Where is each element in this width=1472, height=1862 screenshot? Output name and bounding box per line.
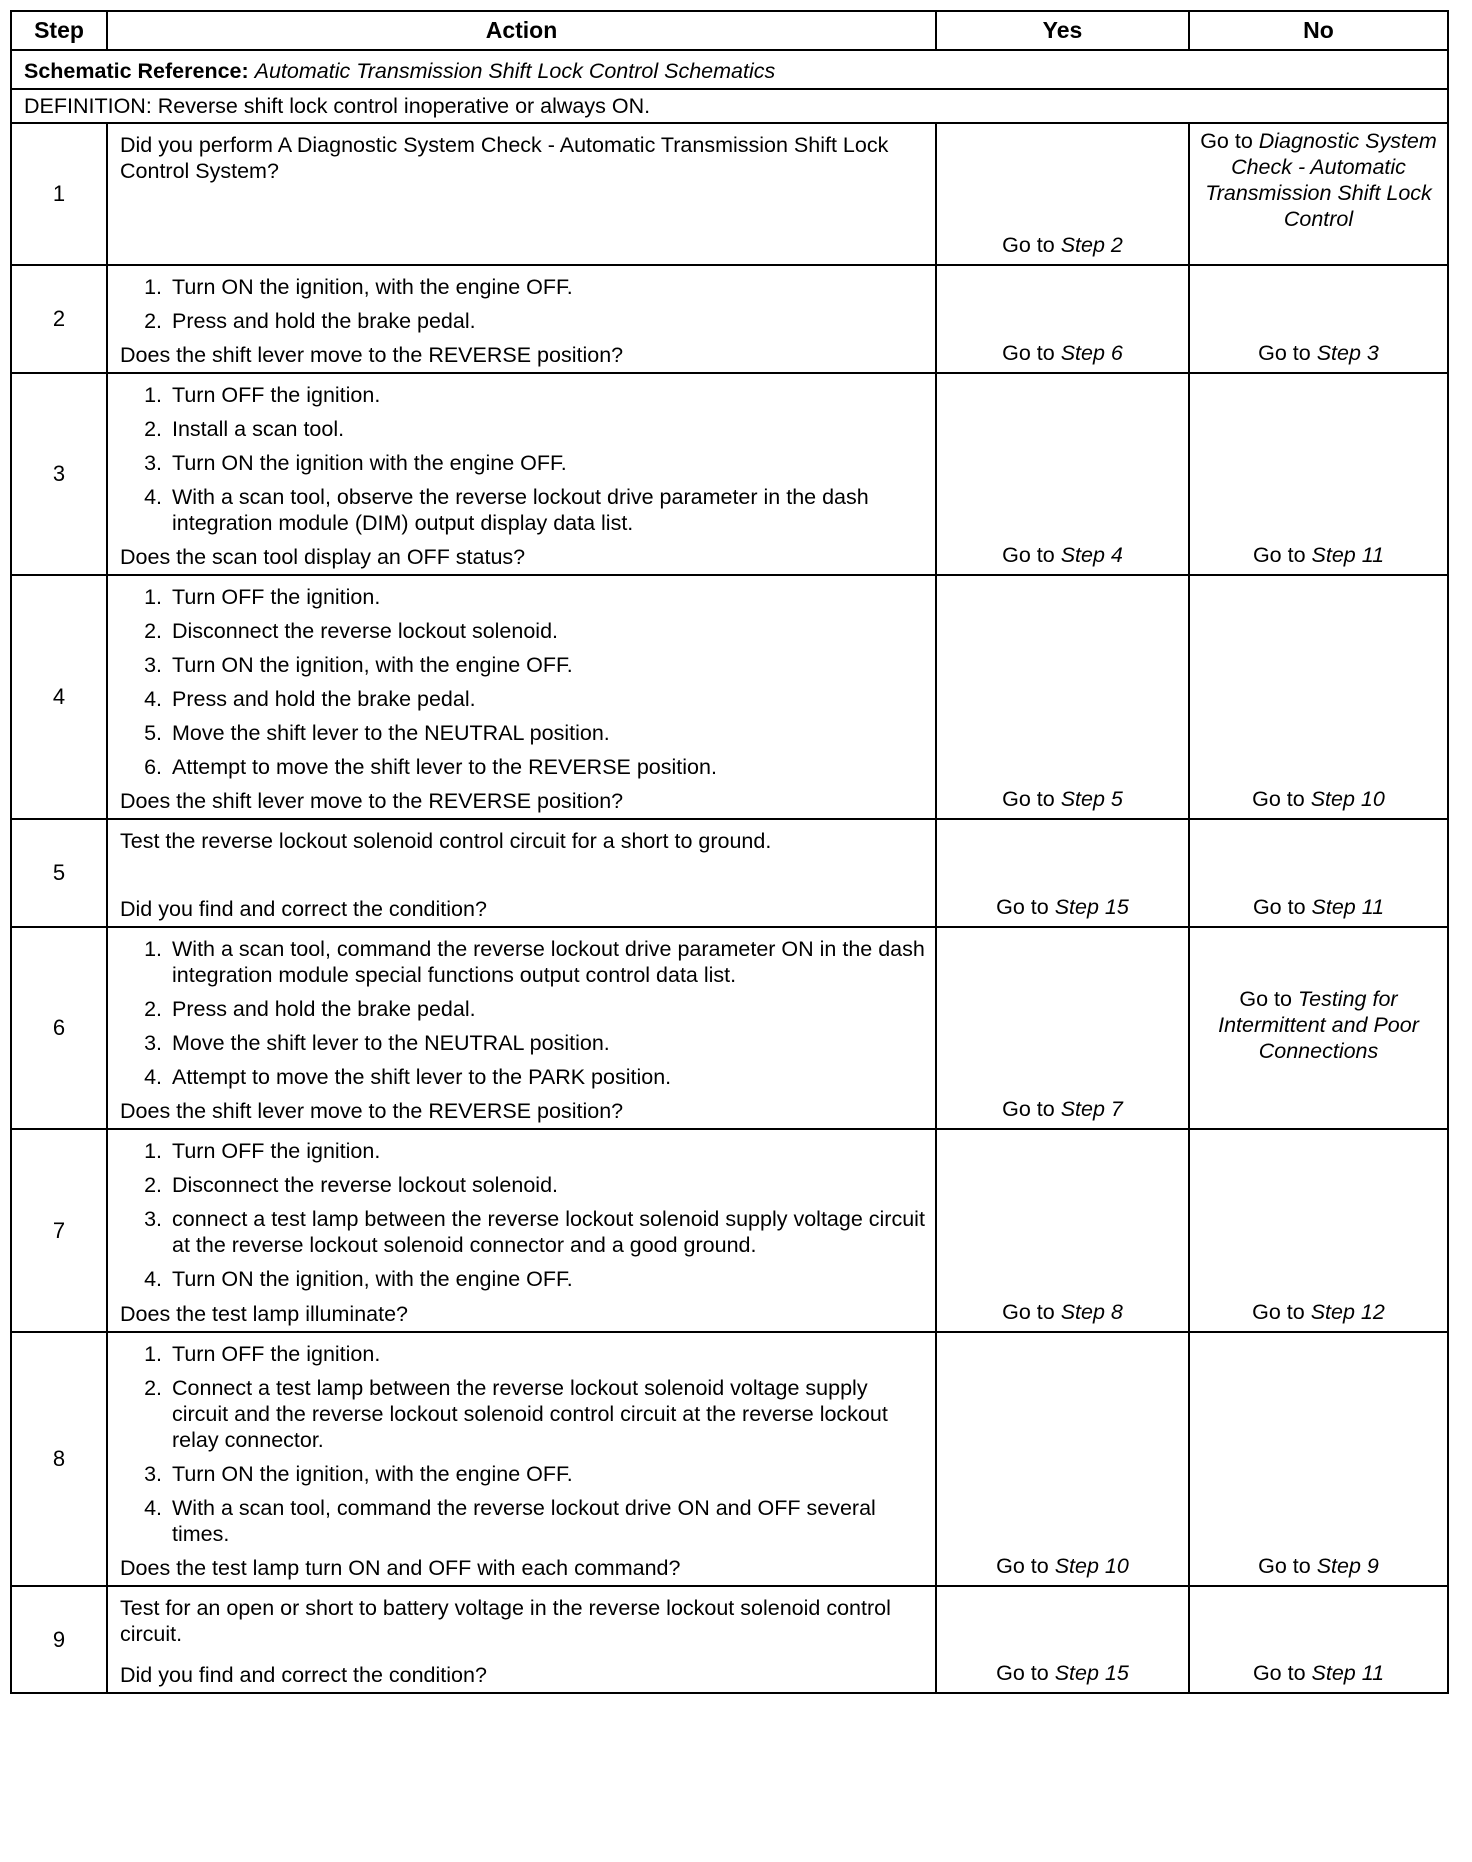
action-step-item [120,584,927,610]
action-cell [107,819,936,927]
action-step-item [120,1030,927,1056]
no-target [1196,786,1441,812]
action-cell [107,1586,936,1693]
action-question: Did you find and correct the condition? [120,897,487,921]
no-prefix: Go to [1252,1661,1312,1685]
no-link: Step 10 [1310,787,1385,811]
action-step-item [120,618,927,644]
no-target [1196,340,1441,366]
action-step-number: 4. [144,1267,162,1291]
header-yes: Yes [936,11,1189,50]
yes-prefix: Go to [1002,1097,1061,1121]
action-step-number: 6. [144,755,162,779]
action-content [120,1591,927,1688]
action-step-item [120,274,927,300]
no-target [1196,1553,1441,1579]
action-step-number: 3. [144,653,162,677]
action-step-item [120,1461,927,1487]
no-link: Step 9 [1316,1554,1379,1578]
no-link: Step 11 [1311,895,1385,919]
action-cell [107,1129,936,1332]
action-step-number: 5. [144,721,162,745]
yes-link: Step 6 [1060,341,1123,365]
action-step-text: Turn ON the ignition, with the engine OFF. [172,653,573,677]
action-step-number: 1. [144,585,162,609]
action-step-item [120,416,927,442]
action-steps-list [120,1134,927,1300]
action-step-item [120,484,927,536]
action-question: Does the shift lever move to the REVERSE position? [120,343,624,367]
yes-cell [936,1586,1189,1693]
action-step-item [120,652,927,678]
action-question: Does the shift lever move to the REVERSE position? [120,1099,624,1123]
action-cell [107,575,936,819]
yes-prefix: Go to [1002,787,1061,811]
yes-link: Step 7 [1060,1097,1123,1121]
yes-cell [936,1332,1189,1586]
yes-prefix: Go to [996,895,1055,919]
yes-cell [936,819,1189,927]
action-text: Test for an open or short to battery voltage in the reverse lockout solenoid control circuit. [120,1596,891,1646]
no-cell [1189,1586,1448,1693]
step-row-8 [11,1332,1448,1586]
step-number: 6 [11,927,107,1129]
step-row-7 [11,1129,1448,1332]
spacer [120,1647,927,1662]
action-step-number: 2. [144,1376,162,1400]
action-step-item [120,1375,927,1453]
step-number: 9 [11,1586,107,1693]
action-step-text: Move the shift lever to the NEUTRAL position. [172,1031,610,1055]
action-step-number: 4. [144,1065,162,1089]
yes-cell [936,1129,1189,1332]
action-content [120,128,927,260]
action-step-item [120,754,927,780]
no-target [1196,1299,1441,1325]
action-step-item [120,1495,927,1547]
action-step-text: With a scan tool, observe the reverse lockout drive parameter in the dash integration module (DIM) output display data list. [172,485,869,535]
action-step-number: 2. [144,997,162,1021]
no-cell [1189,373,1448,575]
spacer [120,854,927,896]
action-step-text: Press and hold the brake pedal. [172,309,476,333]
action-step-text: Disconnect the reverse lockout solenoid. [172,1173,559,1197]
action-step-number: 4. [144,485,162,509]
action-step-text: Move the shift lever to the NEUTRAL position. [172,721,610,745]
yes-cell [936,265,1189,373]
action-step-item [120,996,927,1022]
reference-label: Schematic Reference: [24,59,249,83]
action-step-text: Turn ON the ignition, with the engine OFF. [172,1462,573,1486]
step-number: 3 [11,373,107,575]
step-number: 8 [11,1332,107,1586]
action-step-item [120,1206,927,1258]
action-step-number: 1. [144,937,162,961]
no-link: Step 11 [1311,1661,1385,1685]
no-cell [1189,819,1448,927]
action-step-number: 3. [144,1207,162,1231]
action-steps-list [120,270,927,342]
action-step-number: 3. [144,451,162,475]
action-step-item [120,1172,927,1198]
action-step-number: 3. [144,1462,162,1486]
no-cell [1189,1332,1448,1586]
no-cell [1189,927,1448,1129]
action-step-text: Turn ON the ignition with the engine OFF. [172,451,567,475]
yes-link: Step 8 [1060,1300,1123,1324]
action-step-number: 2. [144,309,162,333]
yes-link: Step 2 [1060,233,1123,257]
action-step-text: With a scan tool, command the reverse lockout drive ON and OFF several times. [172,1496,876,1546]
action-content [120,1134,927,1327]
header-row [11,11,1448,50]
action-content [120,270,927,368]
action-content [120,932,927,1124]
action-steps-list [120,1337,927,1555]
step-row-5 [11,819,1448,927]
action-step-text: Turn ON the ignition, with the engine OFF. [172,275,573,299]
action-steps-list [120,378,927,544]
action-steps-list [120,580,927,788]
yes-cell [936,927,1189,1129]
no-target [1196,128,1441,232]
action-question: Does the test lamp turn ON and OFF with each command? [120,1556,681,1580]
no-prefix: Go to [1258,341,1317,365]
action-step-text: Turn OFF the ignition. [172,1139,381,1163]
action-step-text: Turn OFF the ignition. [172,1342,381,1366]
step-rows [11,123,1448,1693]
action-step-number: 1. [144,1342,162,1366]
reference-row [11,50,1448,89]
yes-prefix: Go to [996,1554,1055,1578]
action-step-number: 3. [144,1031,162,1055]
step-row-2 [11,265,1448,373]
no-prefix: Go to [1252,543,1312,567]
yes-link: Step 10 [1054,1554,1129,1578]
step-number: 2 [11,265,107,373]
no-prefix: Go to [1258,1554,1317,1578]
no-cell [1189,575,1448,819]
action-step-number: 4. [144,1496,162,1520]
action-step-text: Turn ON the ignition, with the engine OFF. [172,1267,573,1291]
action-step-text: Attempt to move the shift lever to the PARK position. [172,1065,672,1089]
no-link: Step 11 [1311,543,1385,567]
action-question: Did you find and correct the condition? [120,1663,487,1687]
action-step-number: 2. [144,417,162,441]
step-row-9 [11,1586,1448,1693]
step-number: 1 [11,123,107,265]
step-row-3 [11,373,1448,575]
no-prefix: Go to [1252,1300,1311,1324]
no-prefix: Go to [1252,895,1312,919]
action-question: Does the test lamp illuminate? [120,1302,409,1326]
action-cell [107,265,936,373]
action-step-item [120,382,927,408]
no-prefix: Go to [1239,987,1298,1011]
no-target [1196,542,1441,568]
action-step-number: 1. [144,275,162,299]
action-step-item [120,686,927,712]
no-link: Diagnostic System Check - Automatic Transmission Shift Lock Control [1205,129,1437,231]
no-prefix: Go to [1252,787,1311,811]
yes-cell [936,575,1189,819]
action-step-item [120,1138,927,1164]
action-step-item [120,936,927,988]
no-target [1196,1660,1441,1686]
action-step-item [120,450,927,476]
no-link: Step 12 [1310,1300,1385,1324]
action-step-number: 2. [144,1173,162,1197]
action-content [120,580,927,814]
action-step-text: Attempt to move the shift lever to the REVERSE position. [172,755,717,779]
action-content [120,378,927,570]
action-step-text: connect a test lamp between the reverse lockout solenoid supply voltage circuit at the reverse lockout solenoid connector and a good ground. [172,1207,925,1257]
step-row-6 [11,927,1448,1129]
yes-link: Step 15 [1054,895,1129,919]
action-text: Did you perform A Diagnostic System Check - Automatic Transmission Shift Lock Control System? [120,133,889,183]
no-cell [1189,1129,1448,1332]
action-content [120,824,927,922]
action-step-text: Press and hold the brake pedal. [172,997,476,1021]
action-step-number: 2. [144,619,162,643]
action-step-item [120,1266,927,1292]
no-target [1196,986,1441,1064]
yes-prefix: Go to [1002,543,1061,567]
action-steps-list [120,932,927,1098]
action-cell [107,927,936,1129]
no-target [1196,894,1441,920]
action-cell [107,373,936,575]
yes-cell [936,123,1189,265]
yes-prefix: Go to [1002,1300,1061,1324]
no-prefix: Go to [1200,129,1259,153]
reference-value: Automatic Transmission Shift Lock Control Schematics [254,59,776,83]
definition-text: DEFINITION: Reverse shift lock control inoperative or always ON. [11,89,1448,123]
action-step-text: Connect a test lamp between the reverse lockout solenoid voltage supply circuit and the reverse lockout solenoid control circuit at the reverse lockout relay connector. [172,1376,888,1452]
action-step-text: Disconnect the reverse lockout solenoid. [172,619,559,643]
action-step-item [120,1064,927,1090]
header-step: Step [11,11,107,50]
yes-cell [936,373,1189,575]
step-number: 7 [11,1129,107,1332]
action-step-number: 1. [144,383,162,407]
definition-row [11,89,1448,123]
action-step-text: With a scan tool, command the reverse lockout drive parameter ON in the dash integration module special functions output control data list. [172,937,925,987]
diagnostic-procedure-document [10,10,1447,1694]
yes-link: Step 4 [1060,543,1123,567]
action-step-text: Turn OFF the ignition. [172,383,381,407]
header-no: No [1189,11,1448,50]
step-row-4 [11,575,1448,819]
action-cell [107,1332,936,1586]
yes-prefix: Go to [1002,341,1061,365]
step-number: 4 [11,575,107,819]
no-cell [1189,265,1448,373]
action-question: Does the scan tool display an OFF status? [120,545,526,569]
yes-link: Step 5 [1060,787,1123,811]
schematic-reference [11,50,1448,89]
action-step-item [120,1341,927,1367]
action-step-text: Press and hold the brake pedal. [172,687,476,711]
step-row-1 [11,123,1448,265]
action-text: Test the reverse lockout solenoid control circuit for a short to ground. [120,829,772,853]
no-cell [1189,123,1448,265]
action-question: Does the shift lever move to the REVERSE position? [120,789,624,813]
action-step-text: Install a scan tool. [172,417,345,441]
yes-prefix: Go to [1002,233,1061,257]
diagnostic-table [10,10,1449,1694]
header-action: Action [107,11,936,50]
action-step-number: 1. [144,1139,162,1163]
no-link: Testing for Intermittent and Poor Connections [1218,987,1419,1063]
no-link: Step 3 [1316,341,1379,365]
step-number: 5 [11,819,107,927]
yes-link: Step 15 [1054,1661,1129,1685]
action-step-item [120,308,927,334]
action-content [120,1337,927,1581]
action-cell [107,123,936,265]
action-step-text: Turn OFF the ignition. [172,585,381,609]
action-step-number: 4. [144,687,162,711]
yes-prefix: Go to [996,1661,1055,1685]
action-step-item [120,720,927,746]
